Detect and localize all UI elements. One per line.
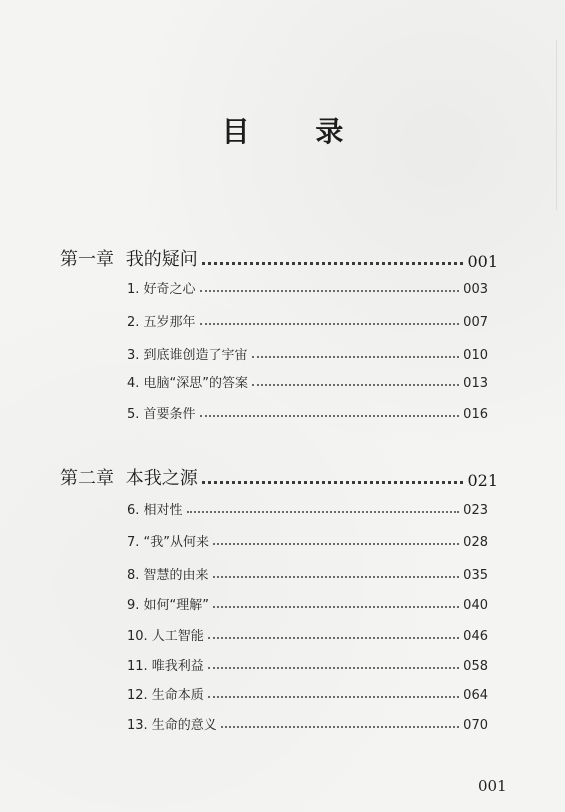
section-title: 8. 智慧的由来 xyxy=(127,568,209,583)
dot-leader xyxy=(187,511,460,513)
section-page-number: 016 xyxy=(463,407,488,422)
section-entry[interactable] xyxy=(127,344,488,363)
section-entry[interactable] xyxy=(127,278,488,297)
dot-leader xyxy=(213,543,459,545)
dot-leader xyxy=(221,726,459,728)
dot-leader xyxy=(213,576,460,578)
section-entry[interactable] xyxy=(127,564,488,583)
section-title: 10. 人工智能 xyxy=(127,629,204,644)
section-entry[interactable] xyxy=(127,372,488,391)
section-page-number: 058 xyxy=(463,659,488,674)
section-title: 5. 首要条件 xyxy=(127,407,196,422)
section-entry[interactable] xyxy=(127,655,488,674)
section-entry[interactable] xyxy=(127,499,488,518)
section-title: 3. 到底谁创造了宇宙 xyxy=(127,348,248,363)
dot-leader xyxy=(252,356,460,358)
section-title: 1. 好奇之心 xyxy=(127,282,196,297)
toc-title: 目 录 xyxy=(221,115,372,148)
section-page-number: 013 xyxy=(463,376,488,391)
section-entry[interactable] xyxy=(127,311,488,330)
section-title: 2. 五岁那年 xyxy=(127,315,196,330)
dot-leader xyxy=(202,262,464,265)
chapter-entry-2[interactable] xyxy=(60,464,498,490)
section-page-number: 040 xyxy=(463,598,488,613)
section-title: 7. “我”从何来 xyxy=(127,535,210,550)
section-page-number: 028 xyxy=(463,535,488,550)
dot-leader xyxy=(252,384,459,386)
chapter-title: 第二章 本我之源 xyxy=(60,468,198,489)
section-entry[interactable] xyxy=(127,594,488,613)
section-page-number: 064 xyxy=(463,688,488,703)
section-title: 6. 相对性 xyxy=(127,503,183,518)
dot-leader xyxy=(208,696,459,698)
section-entry[interactable] xyxy=(127,625,488,644)
chapter-page-number: 001 xyxy=(467,252,498,271)
section-title: 12. 生命本质 xyxy=(127,688,204,703)
section-entry[interactable] xyxy=(127,714,488,733)
section-page-number: 007 xyxy=(463,315,488,330)
section-entry[interactable] xyxy=(127,531,488,550)
chapter-entry-1[interactable] xyxy=(60,245,498,271)
section-entry[interactable] xyxy=(127,684,488,703)
section-page-number: 070 xyxy=(463,718,488,733)
section-page-number: 035 xyxy=(463,568,488,583)
dot-leader xyxy=(213,606,459,608)
chapter-page-number: 021 xyxy=(467,471,498,490)
section-page-number: 023 xyxy=(463,503,488,518)
chapter-title: 第一章 我的疑问 xyxy=(60,249,198,270)
section-title: 9. 如何“理解” xyxy=(127,598,210,613)
dot-leader xyxy=(200,290,460,292)
dot-leader xyxy=(200,415,460,417)
section-title: 13. 生命的意义 xyxy=(127,718,217,733)
section-page-number: 003 xyxy=(463,282,488,297)
section-entry[interactable] xyxy=(127,403,488,422)
page-folio-number: 001 xyxy=(478,777,507,795)
section-page-number: 010 xyxy=(463,348,488,363)
dot-leader xyxy=(200,323,460,325)
dot-leader xyxy=(208,667,459,669)
dot-leader xyxy=(202,481,464,484)
section-page-number: 046 xyxy=(463,629,488,644)
section-title: 4. 电脑“深思”的答案 xyxy=(127,376,249,391)
section-title: 11. 唯我利益 xyxy=(127,659,204,674)
dot-leader xyxy=(208,637,459,639)
